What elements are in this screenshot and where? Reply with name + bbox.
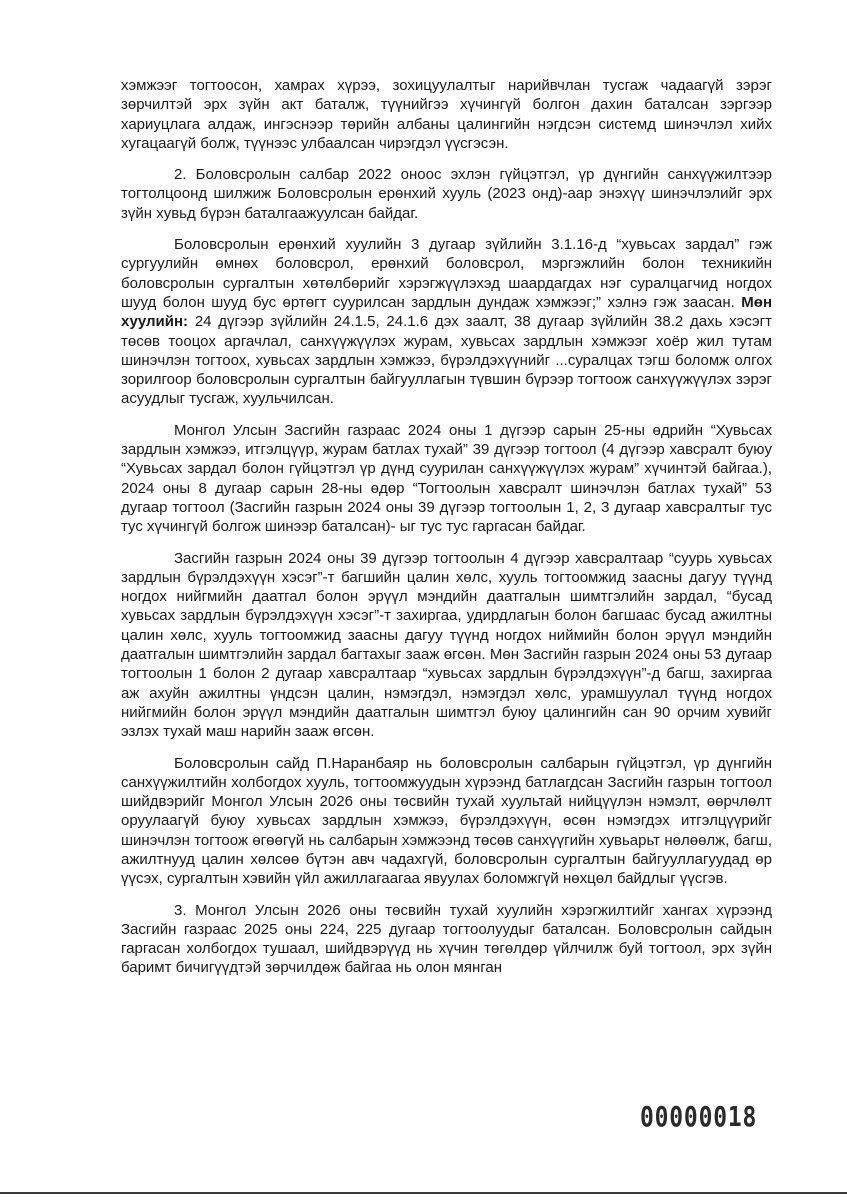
paragraph-continuation: хэмжээг тогтоосон, хамрах хүрээ, зохицуулалтыг нарийвчлан тусгаж чадаагүй зэрэг зөрчилтэй эрх зүйн акт баталж, түүнийгээ хүчингүй болгон дахин баталсан зэргээр хариуцлага алдаж, ингэснээр төрийн албаны цалингийн нэгдсэн системд шинэчлэл хийх хугацаагүй болж, түүнээс улбаалсан чирэгдэл үүсгэсэн. [121,77,772,152]
paragraph-general-law-text: Боловсролын ерөнхий хуулийн 3 дугаар зүйлийн 3.1.16-д “хувьсах зардал” гэж сургуулийн өмнөх боловсрол, ерөнхий боловсрол, мэргэжлийн болон техникийн боловсролын сургалтын хөтөлбөрийг хэрэгжүүлэхэд шаардагдах нэг суралцагчид ногдох шууд болон шууд бус өртөгт суурилсан зардлын дундаж хэмжээг;” хэлнэ гэж заасан. [121,236,772,311]
paragraph-minister: Боловсролын сайд П.Наранбаяр нь боловсролын салбарын гүйцэтгэл, үр дүнгийн санхүүжилтийн холбогдох хууль, тогтоомжуудын хүрээнд батлагдсан Засгийн газрын тогтоол шийдвэрийг Монгол Улсын 2026 оны төсвийн тухай хуультай нийцүүлэн нэмэлт, өөрчлөлт оруулаагүй буюу хувьсах зардлын хэмжээ, бүрэлдэхүүн, өсөн нэмэгдэх итгэлцүүрийг шинэчлэн тогтоож өгөөгүй нь салбарын хэмжээнд төсөв санхүүгийн хувьарьт нөлөөлж, багш, ажилтнууд цалин хөлсөө бүтэн авч чадахгүй, боловсролын сургалтын байгууллагуудад өр үүсэх, сургалтын хэвийн үйл ажиллагаагаа явуулах боломжгүй нөхцөл байдлыг үүсгэв. [121,754,772,888]
paragraph-section-3: 3. Монгол Улсын 2026 оны төсвийн тухай хуулийн хэрэгжилтийг хангах хүрээнд Засгийн газраас 2025 оны 224, 225 дугаар тогтоолуудыг баталсан. Боловсролын сайдын гаргасан холбогдох тушаал, шийдвэрүүд нь хүчин төгөлдөр үйлчилж буй тогтоол, эрх зүйн баримт бичигүүдтэй зөрчилдөж байгаа нь олон мянган [121,901,772,977]
page-stamp-number: 00000018 [640,1100,758,1133]
paragraph-general-law-rest: 24 дүгээр зүйлийн 24.1.5, 24.1.6 дэх заалт, 38 дугаар зүйлийн 38.2 дахь хэсэгт төсөв тооцох аргачлал, санхүүжүүлэх журам, хувьсах зардлын хэмжээг хоёр жил тутам шинэчлэн тогтоох, хувьсах зардлын хэмжээ, бүрэлдэхүүнийг ...суралцах тэгш боломж олгох зорилгоор боловсролын сургалтын байгууллагын түвшин бүрээр тогтоож санхүүжүүлэх зэрэг асуудлыг тусгаж, хуульчилсан. [121,313,772,408]
paragraph-section-2: 2. Боловсролын салбар 2022 оноос эхлэн гүйцэтгэл, үр дүнгийн санхүүжилтээр тогтолцоонд шилжиж Боловсролын ерөнхий хууль (2023 онд)-аар энэхүү шинэчлэлийг эрх зүйн хувьд бүрэн баталгаажуулсан байдаг. [121,166,772,222]
document-body [121,76,772,990]
paragraph-resolution-annex: Засгийн газрын 2024 оны 39 дүгээр тогтоолын 4 дүгээр хавсралтаар “суурь хувьсах зардлын бүрэлдэхүүн хэсэг”-т багшийн цалин хөлс, хууль тогтоомжид заасны дагуу түүнд ногдох нийгмийн даатгал болон эрүүл мэндийн даатгалын шимтгэлийн зардал, “бусад хувьсах зардлын бүрэлдэхүүн хэсэг”-т захиргаа, удирдлагын болон багшаас бусад ажилтны цалин хөлс, хууль тогтоомжид заасны дагуу түүнд ногдох ниймийн болон эрүүл мэндийн даатгалын шимтгэлийн зардал багтахыг зааж өгсөн. Мөн Засгийн газрын 2024 оны 53 дугаар тогтоолын 1 болон 2 дугаар хавсралтаар “хувьсах зардлын бүрэлдэхүүн”-д багш, захиргаа аж ахуйн ажилтны үндсэн цалин, нэмэгдэл, нэмэгдэл хөлс, урамшуулал түүнд ногдох нийгмийн болон эрүүл мэндийн даатгалын шимтгэл буюу цалингийн сан 90 орчим хувийг эзлэх тухай маш нарийн зааж өгсөн. [121,549,772,741]
bold-phrase: Мөн хуулийн: [121,293,772,331]
paragraph-government-resolutions: Монгол Улсын Засгийн газраас 2024 оны 1 дүгээр сарын 25-ны өдрийн “Хувьсах зардлын хэмжээ, итгэлцүүр, журам батлах тухай” 39 дүгээр тогтоол (4 дүгээр хавсралт буюу “Хувьсах зардал болон гүйцэтгэл үр дүнд суурилан санхүүжүүлэх журам” хүчинтэй байгаа.), 2024 оны 8 дугаар сарын 28-ны өдөр “Тогтоолын хавсралт шинэчлэн батлах тухай” 53 дугаар тогтоол (Засгийн газрын 2024 оны 39 дүгээр тогтоолын 1, 2, 3 дугаар хавсралтыг тус тус хүчингүй болгож шинээр баталсан)- ыг тус тус гаргасан байдаг. [121,421,772,536]
scan-edge-line [0,1192,847,1194]
paragraph-general-law [121,235,772,409]
